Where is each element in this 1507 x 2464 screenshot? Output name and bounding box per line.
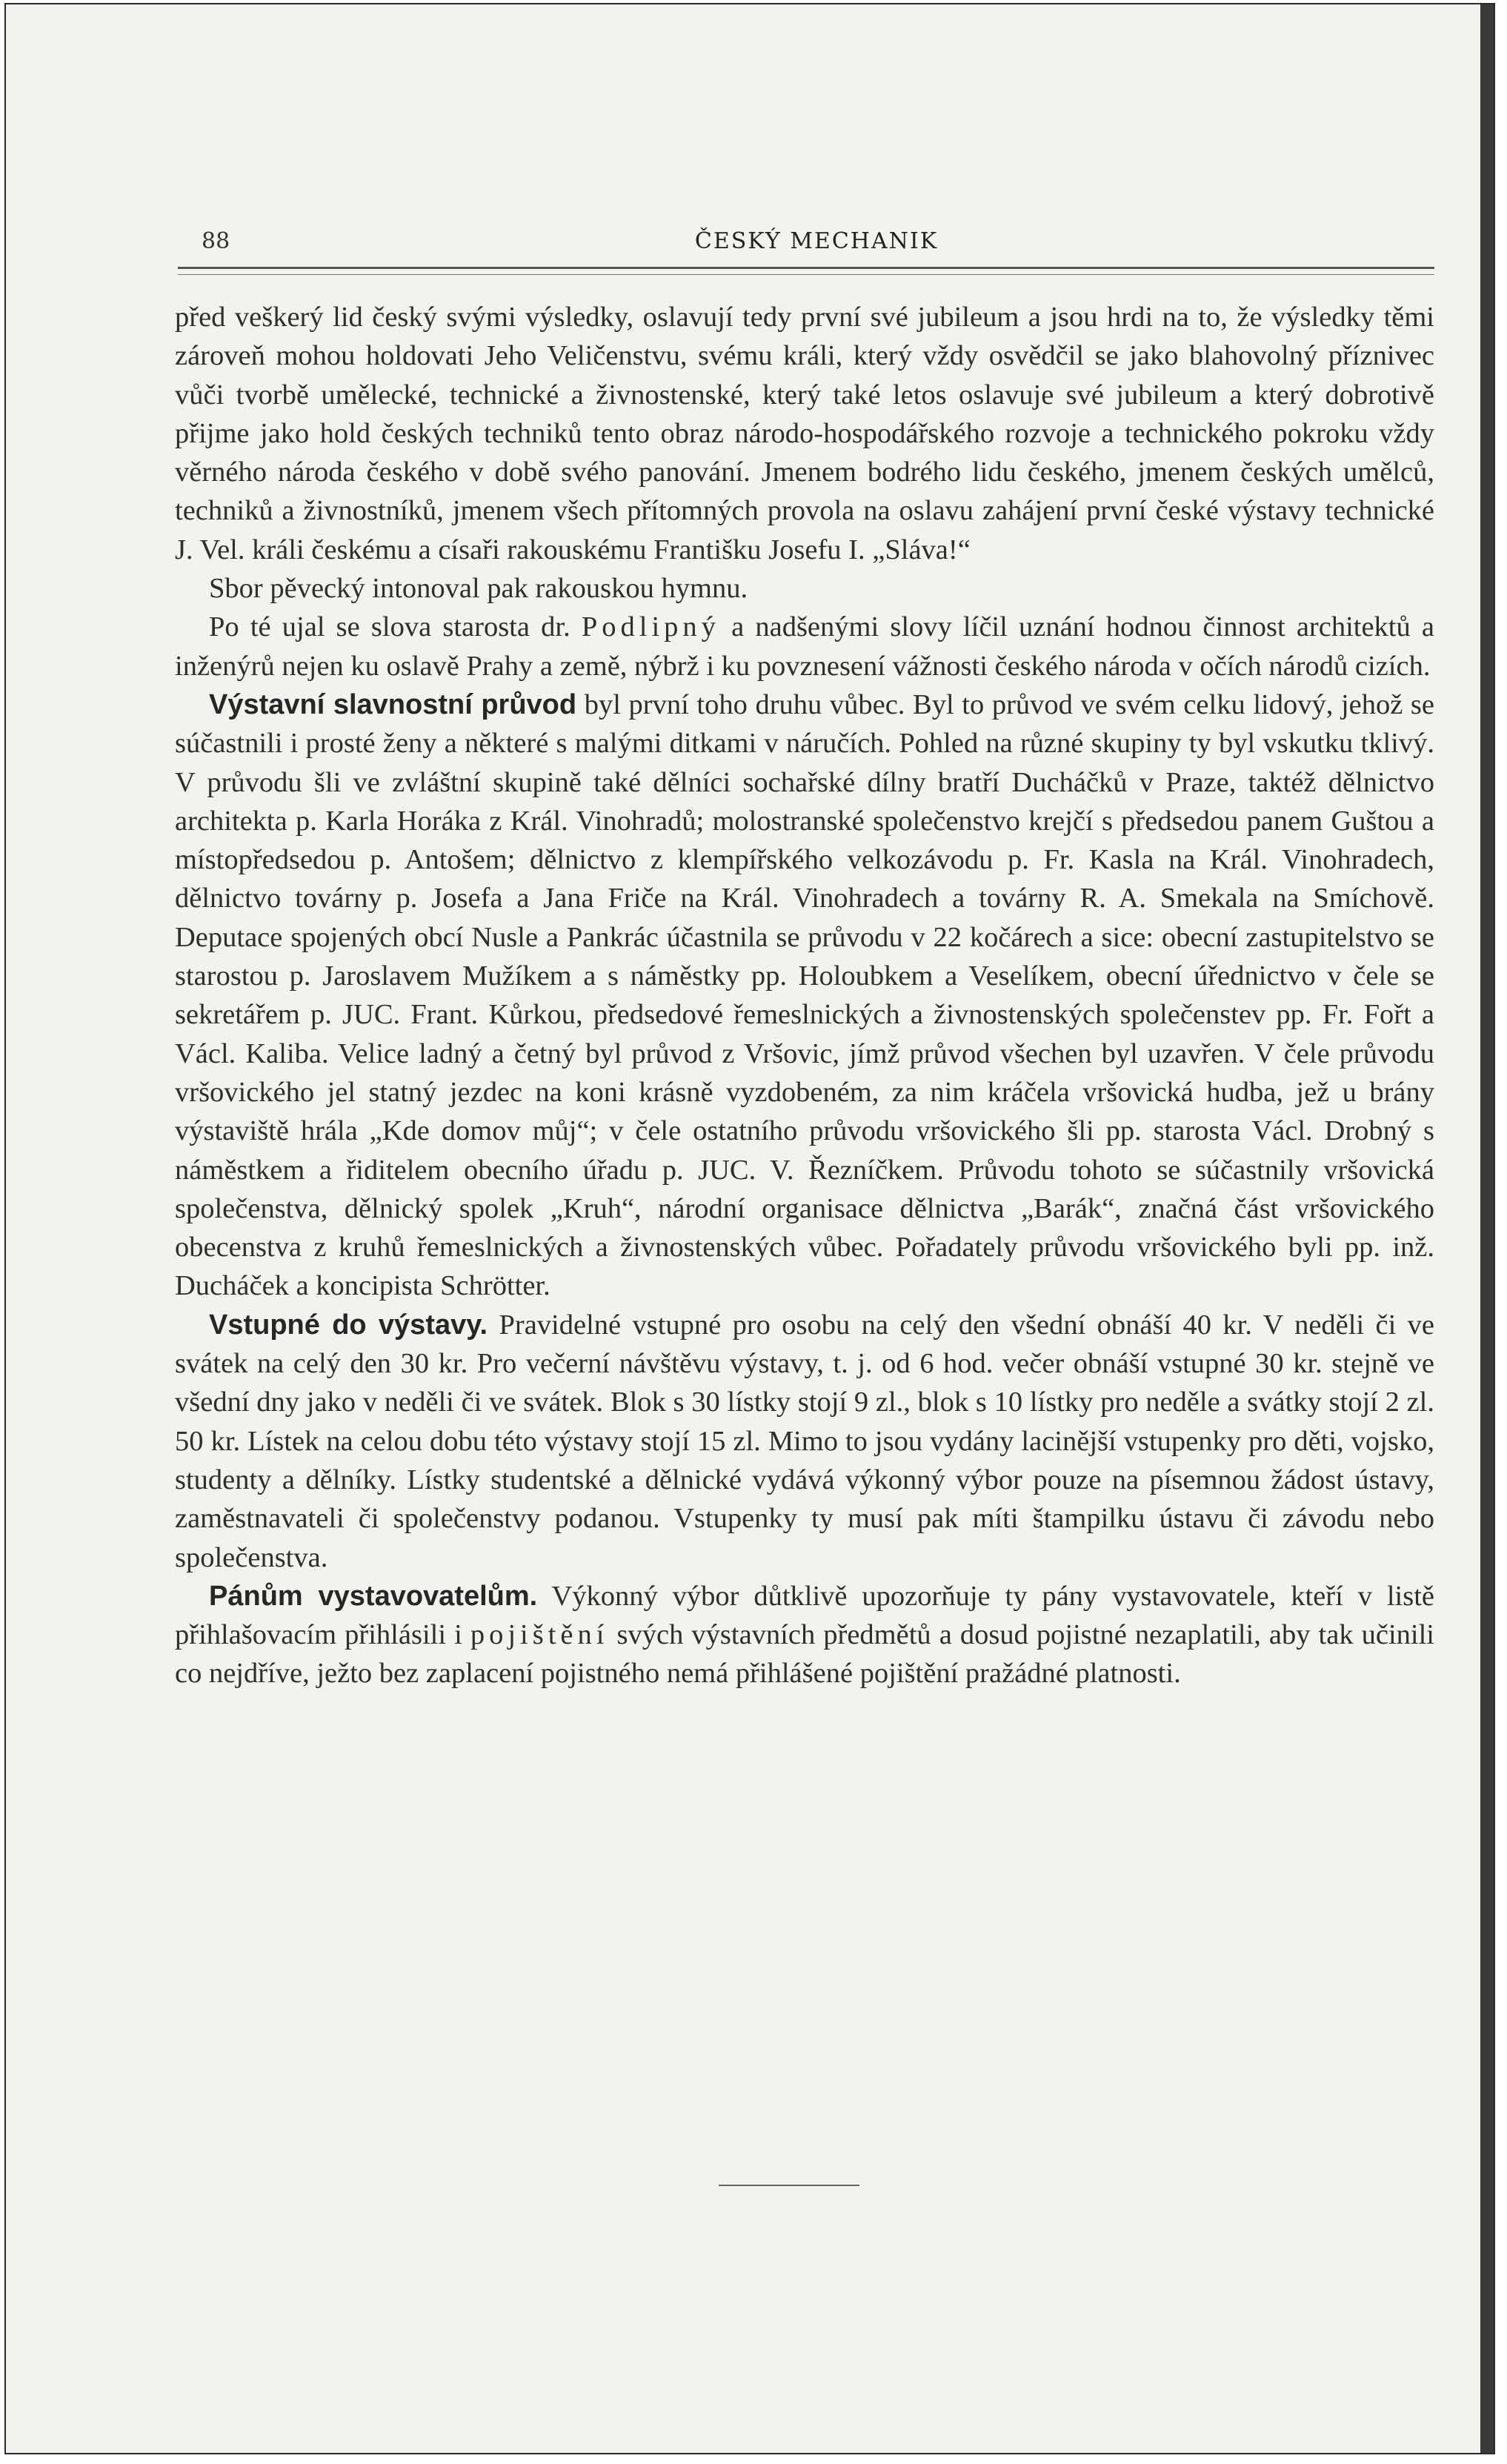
- paragraph-text: před veškerý lid český svými výsledky, oslavují tedy první své jubileum a jsou hrdi na to, že výsledky těmi zároveň mohou holdovati Jeho Veličenstvu, svému králi, který vždy osvědčil se jako blahovolný příznivec vůči tvorbě umělecké, technické a živnostenské, který také letos oslavuje své jubileum a který dobrotivě přijme jako hold českých techniků tento obraz národo-hospodářského rozvoje a technického pokroku vždy věrného národa českého v době svého panování. Jmenem bodrého lidu českého, jmenem českých umělců, techniků a živnostníků, jmenem všech přítomných provola na oslavu zahájení první české výstavy technické J. Vel. králi českému a císaři rakouskému Františku Josefu I. „Sláva!“: [175, 302, 1434, 565]
- end-rule: [719, 2185, 859, 2186]
- page-number: 88: [202, 228, 230, 254]
- section-heading-admission: Vstupné do výstavy.: [209, 1309, 488, 1341]
- paragraph-exhibitors: [175, 1577, 1434, 1693]
- page-edge-shadow: [1480, 4, 1494, 2453]
- mayor-name: Podlipný: [581, 611, 720, 643]
- insurance-term: pojištění: [470, 1619, 609, 1651]
- paragraph-text: Po té ujal se slova starosta dr.: [209, 611, 570, 643]
- page-header: [199, 228, 1434, 258]
- header-rule-thin: [178, 274, 1434, 275]
- paragraph-text: Pravidelné vstupné pro osobu na celý den všední obnáší 40 kr. V neděli či ve svátek na celý den 30 kr. Pro večerní návštěvu výstavy, t. j. od 6 hod. večer obnáší vstupné 30 kr. stejně ve všední dny jako v neděli či ve svátek. Blok s 30 lístky stojí 9 zl., blok s 10 lístky pro neděle a svátky stojí 2 zl. 50 kr. Lístek na celou dobu této výstavy stojí 15 zl. Mimo to jsou vydány lacinější vstupenky pro děti, vojsko, studenty a dělníky. Lístky studentské a dělnické vydává výkonný výbor pouze na písemnou žádost ústavy, zaměstnavateli či společenstvy podanou. Vstupenky ty musí pak míti štampilku ústavu či závodu nebo společenstva.: [175, 1309, 1434, 1573]
- paragraph-mayor-speech: [175, 608, 1434, 685]
- paragraph-text: a nadšenými slovy líčil uznání hodnou činnost architektů a inženýrů nejen ku oslavě Prahy a země, nýbrž i ku povznesení vážnosti českého národa v očích národů cizích.: [175, 611, 1434, 682]
- article-body: [175, 298, 1434, 1693]
- paragraph-text: Sbor pěvecký intonoval pak rakouskou hymnu.: [209, 573, 748, 605]
- section-heading-procession: Výstavní slavnostní průvod: [209, 688, 577, 720]
- paragraph-admission: [175, 1306, 1434, 1577]
- paragraph-procession: [175, 685, 1434, 1306]
- header-rule-thick: [178, 267, 1434, 269]
- paragraph-text: Výkonný výbor důtklivě upozorňuje ty pány vystavovatele, kteří v listě přihlašovacím přihlásili i: [175, 1580, 1434, 1651]
- paragraph-text: svých výstavních předmětů a dosud pojistné nezaplatili, aby tak učinili co nejdříve, ježto bez zaplacení pojistného nemá přihlášené pojištění pražádné platnosti.: [175, 1619, 1435, 1690]
- section-heading-exhibitors: Pánům vystavovatelům.: [209, 1580, 538, 1612]
- running-title: ČESKÝ MECHANIK: [694, 228, 939, 254]
- paragraph-jubilee: [175, 298, 1434, 569]
- paragraph-anthem: [175, 569, 1434, 608]
- paragraph-text: byl první toho druhu vůbec. Byl to průvod ve svém celku lidový, jehož se súčastnili i prosté ženy a některé s malými ditkami v náručích. Pohled na různé skupiny ty byl vskutku tklivý. V průvodu šli ve zvláštní skupině také dělníci sochařské dílny bratří Ducháčků v Praze, taktéž dělnictvo architekta p. Karla Horáka z Král. Vinohradů; molostranské společenstvo krejčí s předsedou panem Guštou a místopředsedou p. Antošem; dělnictvo z klempířského velkozávodu p. Fr. Kasla na Král. Vinohradech, dělnictvo továrny p. Josefa a Jana Friče na Král. Vinohradech a továrny R. A. Smekala na Smíchově. Deputace spojených obcí Nusle a Pankrác účastnila se průvodu v 22 kočárech a sice: obecní zastupitelstvo se starostou p. Jaroslavem Mužíkem a s náměstky pp. Holoubkem a Veselíkem, obecní úřednictvo v čele se sekretářem p. JUC. Frant. Kůrkou, předsedové řemeslnických a živnostenských společenstev pp. Fr. Fořt a Václ. Kaliba. Velice ladný a četný byl průvod z Vršovic, jímž průvod všechen byl uzavřen. V čele průvodu vršovického jel statný jezdec na koni krásně vyzdobeném, za nim kráčela vršovická hudba, jež u brány výstaviště hrála „Kde domov můj“; v čele ostatního průvodu vršovického šli pp. starosta Václ. Drobný s náměstkem a řiditelem obecního úřadu p. JUC. V. Řezníčkem. Průvodu tohoto se súčastnily vršovická společenstva, dělnický spolek „Kruh“, národní organisace dělnictva „Barák“, značná část vršovického obecenstva z kruhů řemeslnických a živnostenských vůbec. Pořadately průvodu vršovického byli pp. inž. Ducháček a koncipista Schrötter.: [175, 688, 1434, 1302]
